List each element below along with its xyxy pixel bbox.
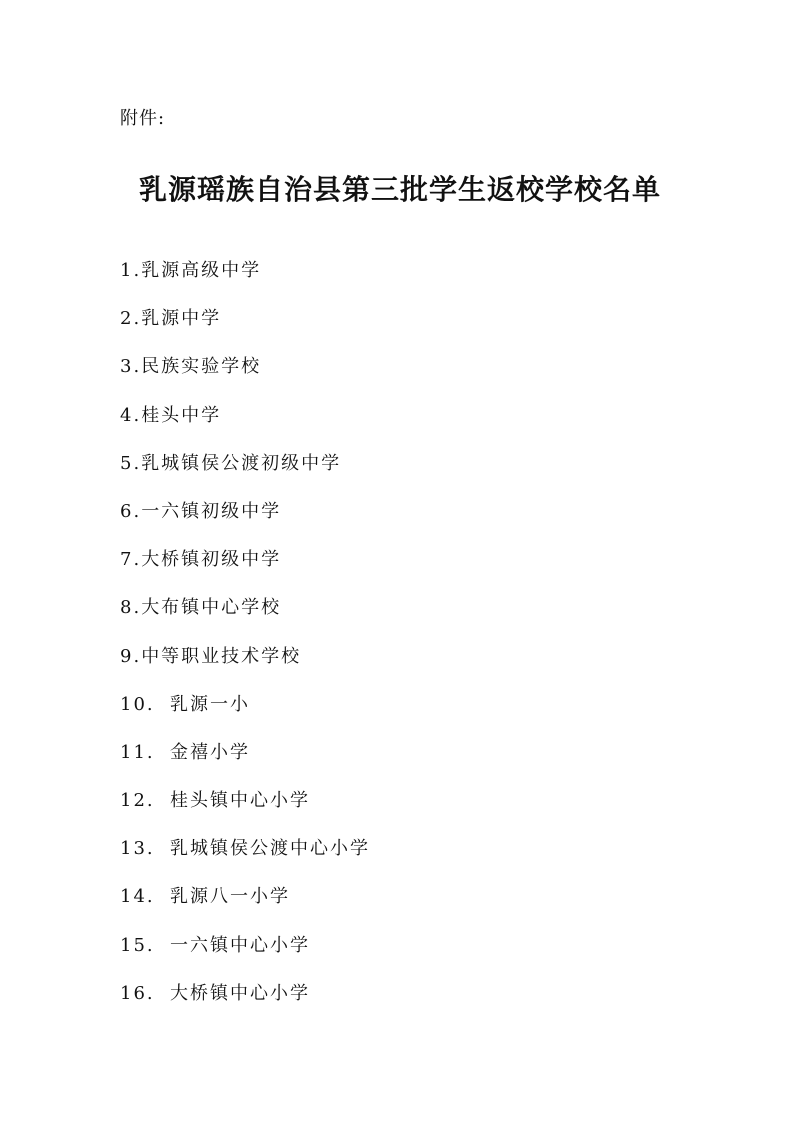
school-name: 民族实验学校 bbox=[141, 356, 262, 378]
list-item bbox=[120, 786, 370, 834]
list-item bbox=[120, 882, 370, 930]
item-number: 8. bbox=[120, 597, 142, 619]
item-number: 6. bbox=[120, 500, 142, 522]
item-number: 14. bbox=[120, 886, 155, 908]
item-number: 10. bbox=[120, 693, 155, 715]
list-item bbox=[120, 738, 370, 786]
school-name: 金禧小学 bbox=[170, 741, 250, 763]
document-title: 乳源瑶族自治县第三批学生返校学校名单 bbox=[138, 173, 661, 206]
item-number: 5. bbox=[120, 452, 142, 474]
item-number: 12. bbox=[120, 790, 155, 812]
list-item bbox=[120, 593, 370, 641]
item-number: 2. bbox=[120, 308, 142, 330]
list-item bbox=[120, 545, 370, 593]
list-item bbox=[120, 401, 370, 449]
list-item bbox=[120, 642, 370, 690]
school-name: 乳源八一小学 bbox=[170, 886, 290, 908]
school-name: 桂头中学 bbox=[141, 404, 222, 426]
school-name: 桂头镇中心小学 bbox=[170, 790, 310, 812]
item-number: 9. bbox=[120, 645, 142, 667]
school-name: 一六镇中心小学 bbox=[170, 934, 310, 956]
list-item bbox=[120, 931, 370, 979]
list-item bbox=[120, 449, 370, 497]
school-name: 乳城镇侯公渡中心小学 bbox=[170, 838, 370, 860]
item-number: 1. bbox=[120, 260, 142, 281]
item-number: 3. bbox=[120, 356, 142, 378]
item-number: 7. bbox=[120, 549, 142, 571]
list-item bbox=[120, 497, 370, 545]
list-item bbox=[120, 304, 370, 352]
list-item bbox=[120, 834, 370, 882]
school-name: 大桥镇中心小学 bbox=[170, 982, 310, 1004]
list-item bbox=[120, 256, 370, 304]
item-number: 13. bbox=[120, 838, 155, 860]
school-name: 乳源高级中学 bbox=[141, 260, 262, 281]
item-number: 15. bbox=[120, 934, 155, 956]
school-name: 乳源中学 bbox=[141, 308, 222, 330]
school-list bbox=[120, 256, 370, 1027]
school-name: 大布镇中心学校 bbox=[141, 597, 282, 619]
item-number: 16. bbox=[120, 982, 155, 1004]
list-item bbox=[120, 352, 370, 400]
school-name: 大桥镇初级中学 bbox=[141, 549, 282, 571]
item-number: 11. bbox=[120, 741, 155, 763]
list-item bbox=[120, 690, 370, 738]
school-name: 中等职业技术学校 bbox=[141, 645, 302, 667]
list-item bbox=[120, 979, 370, 1027]
school-name: 一六镇初级中学 bbox=[141, 500, 282, 522]
school-name: 乳源一小 bbox=[170, 693, 250, 715]
school-name: 乳城镇侯公渡初级中学 bbox=[141, 452, 342, 474]
item-number: 4. bbox=[120, 404, 142, 426]
attachment-label: 附件: bbox=[120, 108, 166, 129]
